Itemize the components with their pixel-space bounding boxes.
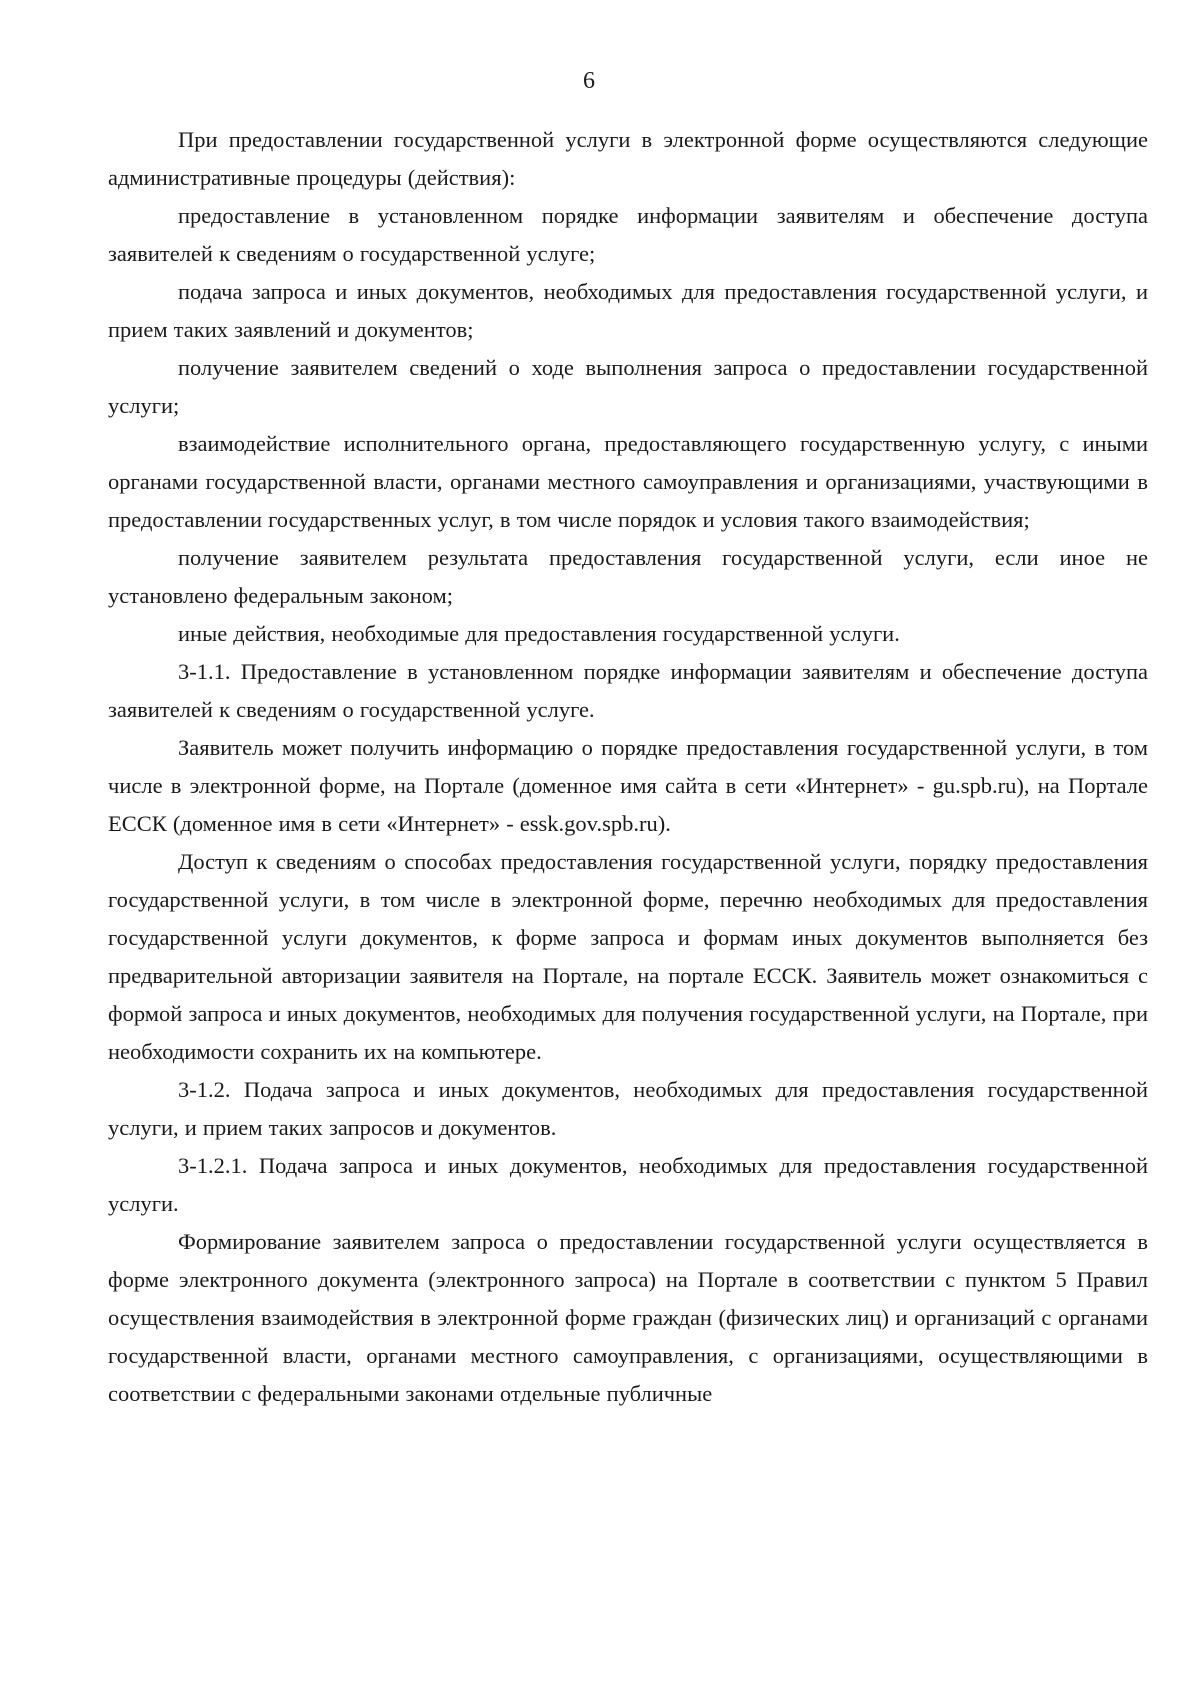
paragraph-section-3-1-1: 3-1.1. Предоставление в установленном порядке информации заявителям и обеспечение доступа заявителей к сведениям о государственной услуге. bbox=[108, 659, 1148, 722]
paragraph-request-forming: Формирование заявителем запроса о предоставлении государственной услуги осуществляется в форме электронного документа (электронного запроса) на Портале в соответствии с пунктом 5 Правил осуществления взаимодействия в электронной форме граждан (физических лиц) и организаций с органами государственной власти, органами местного самоуправления, с организациями, осуществляющими в соответствии с федеральными законами отдельные публичные bbox=[108, 1229, 1148, 1406]
paragraph-intro: При предоставлении государственной услуги в электронной форме осуществляются следующие административные процедуры (действия): bbox=[108, 127, 1148, 190]
paragraph-procedure-result: получение заявителем результата предоставления государственной услуги, если иное не установлено федеральным законом; bbox=[108, 545, 1148, 608]
document-body bbox=[108, 121, 1148, 1413]
paragraph-section-3-1-2-1: 3-1.2.1. Подача запроса и иных документов, необходимых для предоставления государственной услуги. bbox=[108, 1153, 1148, 1216]
paragraph-access: Доступ к сведениям о способах предоставления государственной услуги, порядку предоставления государственной услуги, в том числе в электронной форме, перечню необходимых для предоставления государственной услуги документов, к форме запроса и формам иных документов выполняется без предварительной авторизации заявителя на Портале, на портале ЕССК. Заявитель может ознакомиться с формой запроса и иных документов, необходимых для получения государственной услуги, на Портале, при необходимости сохранить их на компьютере. bbox=[108, 849, 1148, 1064]
paragraph-portal-info: Заявитель может получить информацию о порядке предоставления государственной услуги, в том числе в электронной форме, на Портале (доменное имя сайта в сети «Интернет» - gu.spb.ru), на Портале ЕССК (доменное имя в сети «Интернет» - essk.gov.spb.ru). bbox=[108, 735, 1148, 836]
paragraph-procedure-status: получение заявителем сведений о ходе выполнения запроса о предоставлении государственной услуги; bbox=[108, 355, 1148, 418]
paragraph-procedure-info: предоставление в установленном порядке информации заявителям и обеспечение доступа заявителей к сведениям о государственной услуге; bbox=[108, 203, 1148, 266]
page-number: 6 bbox=[583, 68, 595, 94]
paragraph-procedure-submission: подача запроса и иных документов, необходимых для предоставления государственной услуги, и прием таких заявлений и документов; bbox=[108, 279, 1148, 342]
paragraph-procedure-interaction: взаимодействие исполнительного органа, предоставляющего государственную услугу, с иными органами государственной власти, органами местного самоуправления и организациями, участвующими в предоставлении государственных услуг, в том числе порядок и условия такого взаимодействия; bbox=[108, 431, 1148, 532]
paragraph-section-3-1-2: 3-1.2. Подача запроса и иных документов, необходимых для предоставления государственной услуги, и прием таких запросов и документов. bbox=[108, 1077, 1148, 1140]
paragraph-procedure-other: иные действия, необходимые для предоставления государственной услуги. bbox=[178, 621, 900, 646]
